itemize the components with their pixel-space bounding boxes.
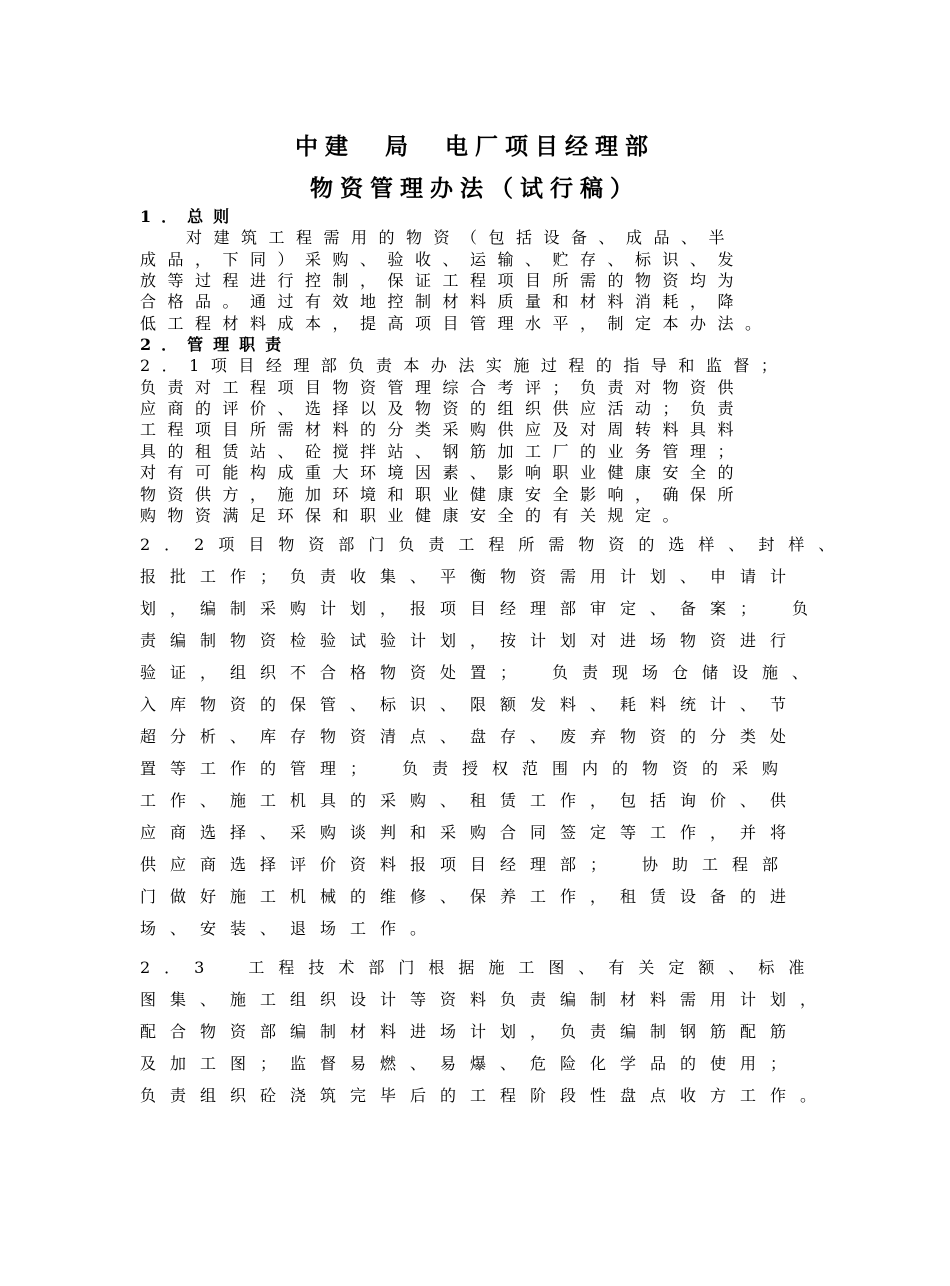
paragraph-2-2-line: 门做好施工机械的维修、保养工作，租赁设备的进 (140, 887, 801, 906)
document-title: 中建 局 电厂项目经理部 (295, 133, 655, 160)
paragraph-2-2-line: 报批工作；负责收集、平衡物资需用计划、申请计 (140, 567, 801, 586)
section-1-line: 放等过程进行控制，保证工程项目所需的物资均为 (140, 271, 746, 290)
paragraph-2-2-line: 超分析、库存物资清点、盘存、废弃物资的分类处 (140, 727, 801, 746)
paragraph-2-3-line: 图集、施工组织设计等资料负责编制材料需用计划， (140, 990, 831, 1009)
paragraph-2-2-line: 验证，组织不合格物资处置； 负责现场仓储设施、 (140, 663, 823, 682)
paragraph-2-2-line: 置等工作的管理； 负责授权范围内的物资的采购 (140, 759, 793, 778)
paragraph-2-3-line: 2．3 工程技术部门根据施工图、有关定额、标准 (140, 958, 819, 977)
section-1-line: 对建筑工程需用的物资（包括设备、成品、半 (186, 228, 737, 247)
paragraph-2-2-line: 场、安装、退场工作。 (140, 919, 441, 938)
paragraph-2-1-line: 物资供方，施加环境和职业健康安全影响，确保所 (140, 485, 746, 504)
paragraph-2-2-line: 供应商选择评价资料报项目经理部； 协助工程部 (140, 855, 793, 874)
section-1-line: 低工程材料成本，提高项目管理水平，制定本办法。 (140, 314, 773, 333)
paragraph-2-1-line: 2．1项目经理部负责本办法实施过程的指导和监督； (140, 356, 789, 375)
paragraph-2-3-line: 配合物资部编制材料进场计划，负责编制钢筋配筋 (140, 1022, 801, 1041)
paragraph-2-1-line: 对有可能构成重大环境因素、影响职业健康安全的 (140, 463, 746, 482)
paragraph-2-1-line: 负责对工程项目物资管理综合考评；负责对物资供 (140, 378, 746, 397)
paragraph-2-2-line: 责编制物资检验试验计划，按计划对进场物资进行 (140, 631, 801, 650)
paragraph-2-2-line: 工作、施工机具的采购、租赁工作，包括询价、供 (140, 791, 801, 810)
paragraph-2-2-line: 2．2项目物资部门负责工程所需物资的选样、封样、 (140, 535, 849, 554)
paragraph-2-2-line: 入库物资的保管、标识、限额发料、耗料统计、节 (140, 695, 801, 714)
section-1-line: 成品，下同）采购、验收、运输、贮存、标识、发 (140, 250, 746, 269)
paragraph-2-3-line: 负责组织砼浇筑完毕后的工程阶段性盘点收方工作。 (140, 1086, 831, 1105)
paragraph-2-2-line: 应商选择、采购谈判和采购合同签定等工作，并将 (140, 823, 801, 842)
paragraph-2-2-line: 划，编制采购计划，报项目经理部审定、备案； 负 (140, 599, 823, 618)
paragraph-2-1-line: 具的租赁站、砼搅拌站、钢筋加工厂的业务管理； (140, 442, 746, 461)
section-1-heading: 1．总则 (140, 207, 240, 226)
paragraph-2-1-line: 购物资满足环保和职业健康安全的有关规定。 (140, 506, 691, 525)
section-1-line: 合格品。通过有效地控制材料质量和材料消耗，降 (140, 292, 746, 311)
section-2-heading: 2．管理职责 (140, 335, 292, 354)
document-subtitle: 物资管理办法（试行稿） (310, 175, 640, 202)
paragraph-2-1-line: 应商的评价、选择以及物资的组织供应活动；负责 (140, 399, 746, 418)
paragraph-2-1-line: 工程项目所需材料的分类采购供应及对周转料具料 (140, 420, 746, 439)
paragraph-2-3-line: 及加工图；监督易燃、易爆、危险化学品的使用； (140, 1054, 801, 1073)
